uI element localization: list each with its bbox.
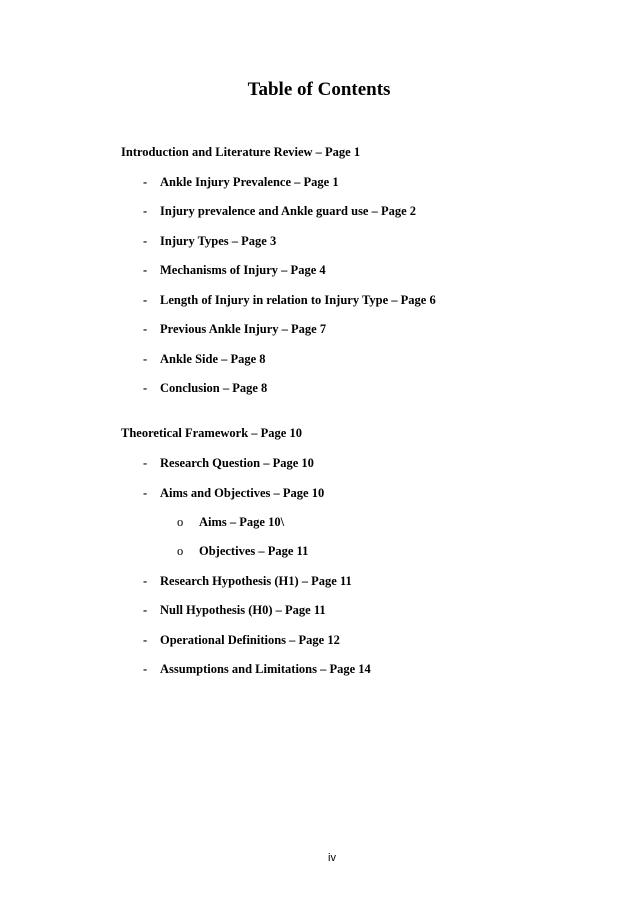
toc-entry-text: Conclusion – Page 8: [160, 381, 268, 395]
toc-entry-text: Aims – Page 10\: [199, 515, 285, 529]
dash-marker: -: [143, 352, 148, 366]
page-number: iv: [328, 852, 336, 864]
toc-entry-text: Ankle Side – Page 8: [160, 352, 266, 366]
dash-marker: -: [143, 263, 148, 277]
toc-entry-text: Operational Definitions – Page 12: [160, 633, 340, 647]
toc-entry-text: Injury Types – Page 3: [160, 234, 277, 248]
toc-entry-text: Injury prevalence and Ankle guard use – Page 2: [160, 204, 417, 218]
toc-entry-text: Length of Injury in relation to Injury Type – Page 6: [160, 293, 436, 307]
dash-marker: -: [143, 486, 148, 500]
dash-marker: -: [143, 322, 148, 336]
dash-marker: -: [143, 234, 148, 248]
dash-marker: -: [143, 293, 148, 307]
toc-entry-text: Research Hypothesis (H1) – Page 11: [160, 574, 352, 588]
dash-marker: -: [143, 381, 148, 395]
toc-entry-text: Objectives – Page 11: [199, 544, 309, 558]
toc-entry-text: Aims and Objectives – Page 10: [160, 486, 325, 500]
dash-marker: -: [143, 603, 148, 617]
toc-entry-text: Mechanisms of Injury – Page 4: [160, 263, 326, 277]
dash-marker: -: [143, 633, 148, 647]
section-heading-theoretical-framework: Theoretical Framework – Page 10: [121, 426, 302, 440]
toc-entry-text: Research Question – Page 10: [160, 456, 314, 470]
dash-marker: -: [143, 574, 148, 588]
dash-marker: -: [143, 175, 148, 189]
section-heading-introduction: Introduction and Literature Review – Page 1: [121, 145, 361, 159]
circle-bullet-marker: o: [177, 515, 184, 529]
page-title: Table of Contents: [247, 79, 391, 100]
toc-entry-text: Ankle Injury Prevalence – Page 1: [160, 175, 339, 189]
dash-marker: -: [143, 456, 148, 470]
toc-entry-text: Null Hypothesis (H0) – Page 11: [160, 603, 326, 617]
toc-entry-text: Assumptions and Limitations – Page 14: [160, 662, 371, 676]
dash-marker: -: [143, 662, 148, 676]
circle-bullet-marker: o: [177, 544, 184, 558]
toc-entry-text: Previous Ankle Injury – Page 7: [160, 322, 327, 336]
dash-marker: -: [143, 204, 148, 218]
